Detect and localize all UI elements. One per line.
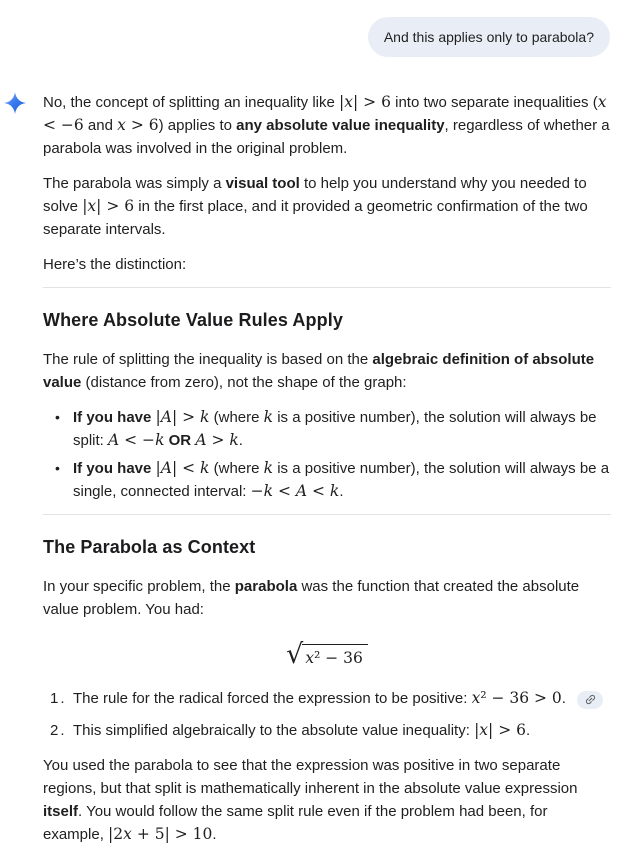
paragraph-intro: No, the concept of splitting an inequality like |x| > 6 into two separate inequalities (x < −6 and x > 6) applies to any absolute value inequality, regardless of whether a parabola was involved in the original problem. bbox=[43, 93, 610, 157]
gemini-sparkle-icon bbox=[4, 92, 26, 114]
section-divider bbox=[43, 514, 611, 515]
list-item-text: The rule for the radical forced the expression to be positive: x² − 36 > 0. bbox=[73, 689, 566, 707]
numbered-list bbox=[43, 687, 611, 742]
sqrt-radical-expression bbox=[286, 640, 368, 670]
user-message-text: And this applies only to parabola? bbox=[383, 29, 594, 45]
sqrt-symbol: √ bbox=[286, 639, 304, 671]
section-divider bbox=[43, 287, 611, 288]
list-number: 1. bbox=[50, 690, 67, 707]
section-heading-rules: Where Absolute Value Rules Apply bbox=[43, 310, 343, 330]
list-number: 2. bbox=[50, 722, 67, 739]
radicand-text: x² − 36 bbox=[302, 644, 368, 670]
bullet-text: If you have |A| < k (where k is a positive number), the solution will always be a single, connected interval: −k < A < k. bbox=[73, 459, 610, 500]
bullet-icon: • bbox=[55, 460, 60, 476]
user-message-bubble bbox=[368, 17, 610, 57]
link-icon bbox=[581, 690, 599, 708]
bullet-list bbox=[43, 406, 611, 503]
section-heading-parabola: The Parabola as Context bbox=[43, 537, 256, 557]
list-item bbox=[43, 719, 611, 742]
paragraph-distinction: Here’s the distinction: bbox=[43, 256, 187, 273]
bullet-icon: • bbox=[55, 409, 60, 425]
source-link-chip[interactable] bbox=[577, 691, 603, 709]
list-item-text: This simplified algebraically to the absolute value inequality: |x| > 6. bbox=[73, 721, 531, 739]
paragraph-visual-tool: The parabola was simply a visual tool to help you understand why you needed to solve |x| > 6 in the first place, and it provided a geometric confirmation of the two separate intervals. bbox=[43, 175, 588, 238]
bullet-text: If you have |A| > k (where k is a positive number), the solution will always be split: A < −k OR A > k. bbox=[73, 408, 597, 449]
paragraph-rule-basis: The rule of splitting the inequality is based on the algebraic definition of absolute value (distance from zero), not the shape of the graph: bbox=[43, 351, 595, 391]
display-formula bbox=[43, 637, 611, 673]
assistant-response-content bbox=[43, 91, 611, 858]
paragraph-specific-problem: In your specific problem, the parabola was the function that created the absolute value problem. You had: bbox=[43, 578, 580, 618]
assistant-response bbox=[0, 91, 621, 858]
paragraph-conclusion: You used the parabola to see that the expression was positive in two separate regions, but that split is mathematically inherent in the absolute value expression itself. You would follow the same split rule even if the problem had been, for example, |2x + 5| > 10. bbox=[43, 757, 578, 843]
user-message-row bbox=[0, 17, 621, 57]
list-item bbox=[43, 687, 611, 710]
list-item bbox=[43, 457, 611, 503]
list-item bbox=[43, 406, 611, 452]
